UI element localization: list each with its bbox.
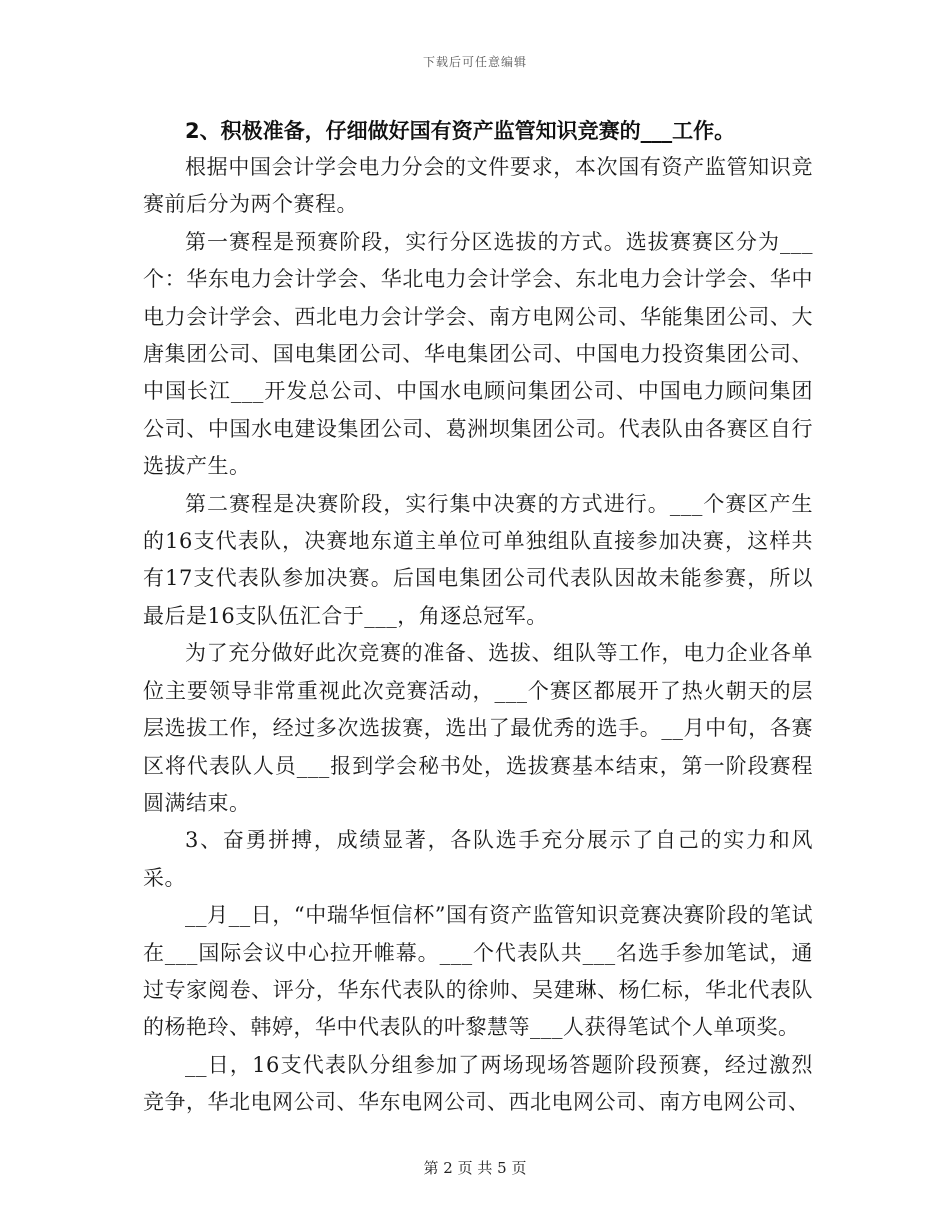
document-body: [143, 113, 813, 1122]
paragraph: __日，16支代表队分组参加了两场现场答题阶段预赛，经过激烈竞争，华北电网公司、华东电网公司、西北电网公司、南方电网公司、: [143, 1052, 813, 1115]
section-heading-2: 2、积极准备，仔细做好国有资产监管知识竞赛的___工作。: [185, 119, 736, 143]
paragraph: __月__日，“中瑞华恒信杯”国有资产监管知识竞赛决赛阶段的笔试在___国际会议中心拉开帷幕。___个代表队共___名选手参加笔试，通过专家阅卷、评分，华东代表队的徐帅、吴建琳、杨仁标，华北代表队的杨艳玲、韩婷，华中代表队的叶黎慧等___人获得笔试个人单项奖。: [143, 903, 813, 1040]
paragraph: 第二赛程是决赛阶段，实行集中决赛的方式进行。___个赛区产生的16支代表队，决赛地东道主单位可单独组队直接参加决赛，这样共有17支代表队参加决赛。后国电集团公司代表队因故未能参赛，所以最后是16支队伍汇合于___，角逐总冠军。: [143, 491, 813, 628]
section-heading-3: 3、奋勇拼搏，成绩显著，各队选手充分展示了自己的实力和风采。: [143, 828, 813, 890]
paragraph: 第一赛程是预赛阶段，实行分区选拔的方式。选拔赛赛区分为___个：华东电力会计学会、华北电力会计学会、东北电力会计学会、华中电力会计学会、西北电力会计学会、南方电网公司、华能集团公司、大唐集团公司、国电集团公司、华电集团公司、中国电力投资集团公司、中国长江___开发总公司、中国水电顾问集团公司、中国电力顾问集团公司、中国水电建设集团公司、葛洲坝集团公司。代表队由各赛区自行选拔产生。: [143, 229, 813, 479]
paragraph: 根据中国会计学会电力分会的文件要求，本次国有资产监管知识竞赛前后分为两个赛程。: [143, 155, 813, 217]
page-number: 第 2 页 共 5 页: [423, 1159, 527, 1177]
page-header: 下载后可任意编辑: [422, 55, 527, 69]
paragraph: 为了充分做好此次竞赛的准备、选拔、组队等工作，电力企业各单位主要领导非常重视此次竞赛活动，___个赛区都展开了热火朝天的层层选拔工作，经过多次选拔赛，选出了最优秀的选手。__月中旬，各赛区将代表队人员___报到学会秘书处，选拔赛基本结束，第一阶段赛程圆满结束。: [143, 641, 813, 815]
